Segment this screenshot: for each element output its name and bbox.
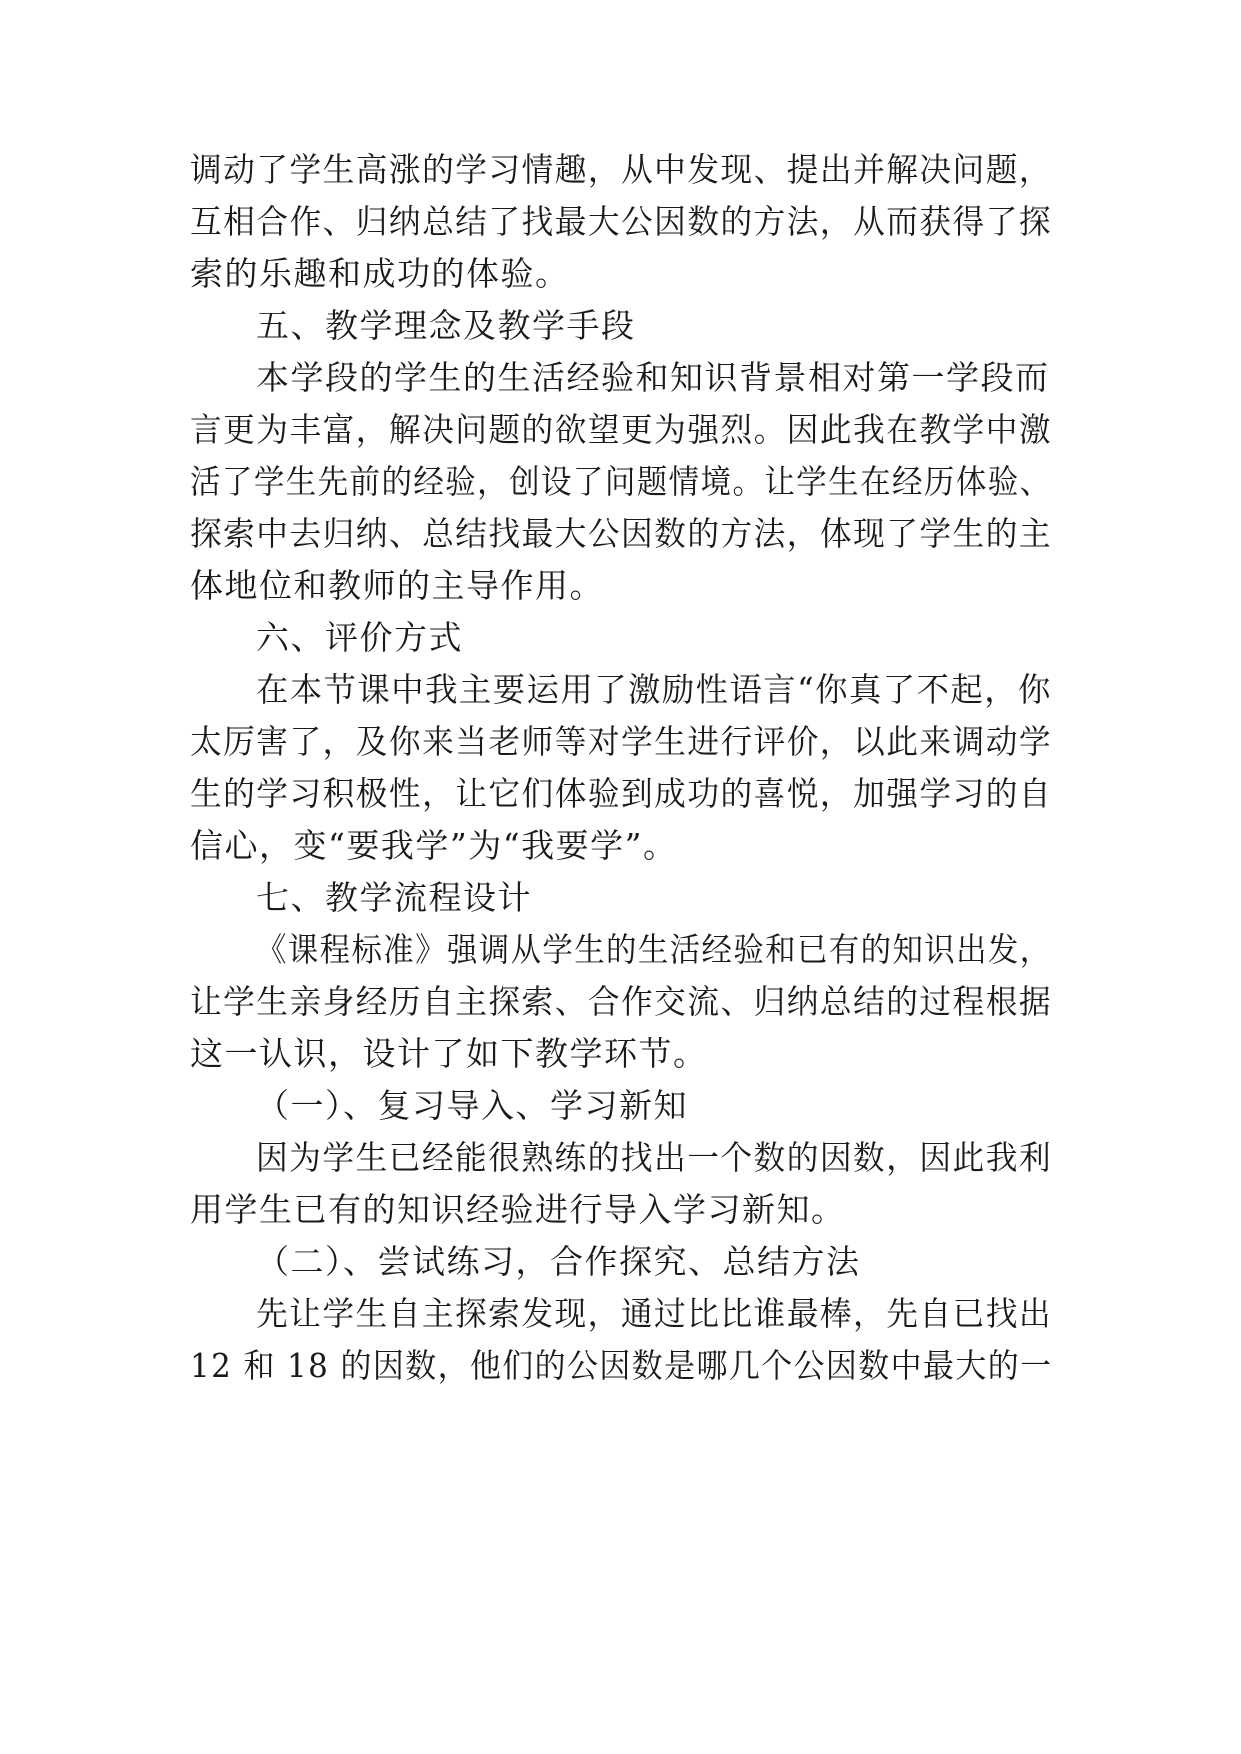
- text-line: 索的乐趣和成功的体验。: [190, 254, 570, 293]
- subsection-heading: （一）、复习导入、学习新知: [256, 1086, 688, 1125]
- paragraph-first-line: 在本节课中我主要运用了激励性语言“你真了不起，你: [256, 670, 1052, 709]
- paragraph-first-line: 先让学生自主探索发现，通过比比谁最棒，先自已找出: [256, 1294, 1053, 1333]
- text-line: 用学生已有的知识经验进行导入学习新知。: [190, 1190, 846, 1229]
- text-line: 探索中去归纳、总结找最大公因数的方法，体现了学生的主: [190, 514, 1053, 553]
- section-heading: 五、教学理念及教学手段: [256, 306, 636, 345]
- text-line: 这一认识，设计了如下教学环节。: [190, 1034, 708, 1073]
- section-heading: 七、教学流程设计: [256, 878, 532, 917]
- text-line: 生的学习积极性，让它们体验到成功的喜悦，加强学习的自: [190, 774, 1053, 813]
- text-line: 信心，变“要我学”为“我要学”。: [190, 826, 678, 865]
- paragraph-first-line: 《课程标准》强调从学生的生活经验和已有的知识出发，: [256, 930, 1052, 969]
- text-line: 互相合作、归纳总结了找最大公因数的方法，从而获得了探: [190, 202, 1053, 241]
- paragraph-first-line: 本学段的学生的生活经验和知识背景相对第一学段而: [256, 358, 1050, 397]
- text-line: 12 和 18 的因数，他们的公因数是哪几个公因数中最大的一: [190, 1346, 1053, 1385]
- text-line: 让学生亲身经历自主探索、合作交流、归纳总结的过程根据: [190, 982, 1053, 1021]
- subsection-heading: （二）、尝试练习，合作探究、总结方法: [256, 1242, 861, 1281]
- text-line: 言更为丰富，解决问题的欲望更为强烈。因此我在教学中激: [190, 410, 1053, 449]
- paragraph-first-line: 因为学生已经能很熟练的找出一个数的因数，因此我利: [256, 1138, 1053, 1177]
- section-heading: 六、评价方式: [256, 618, 463, 657]
- text-line: 调动了学生高涨的学习情趣，从中发现、提出并解决问题，: [190, 150, 1053, 189]
- text-line: 体地位和教师的主导作用。: [190, 566, 604, 605]
- text-line: 活了学生先前的经验，创设了问题情境。让学生在经历体验、: [190, 462, 1052, 501]
- text-line: 太厉害了，及你来当老师等对学生进行评价，以此来调动学: [190, 722, 1053, 761]
